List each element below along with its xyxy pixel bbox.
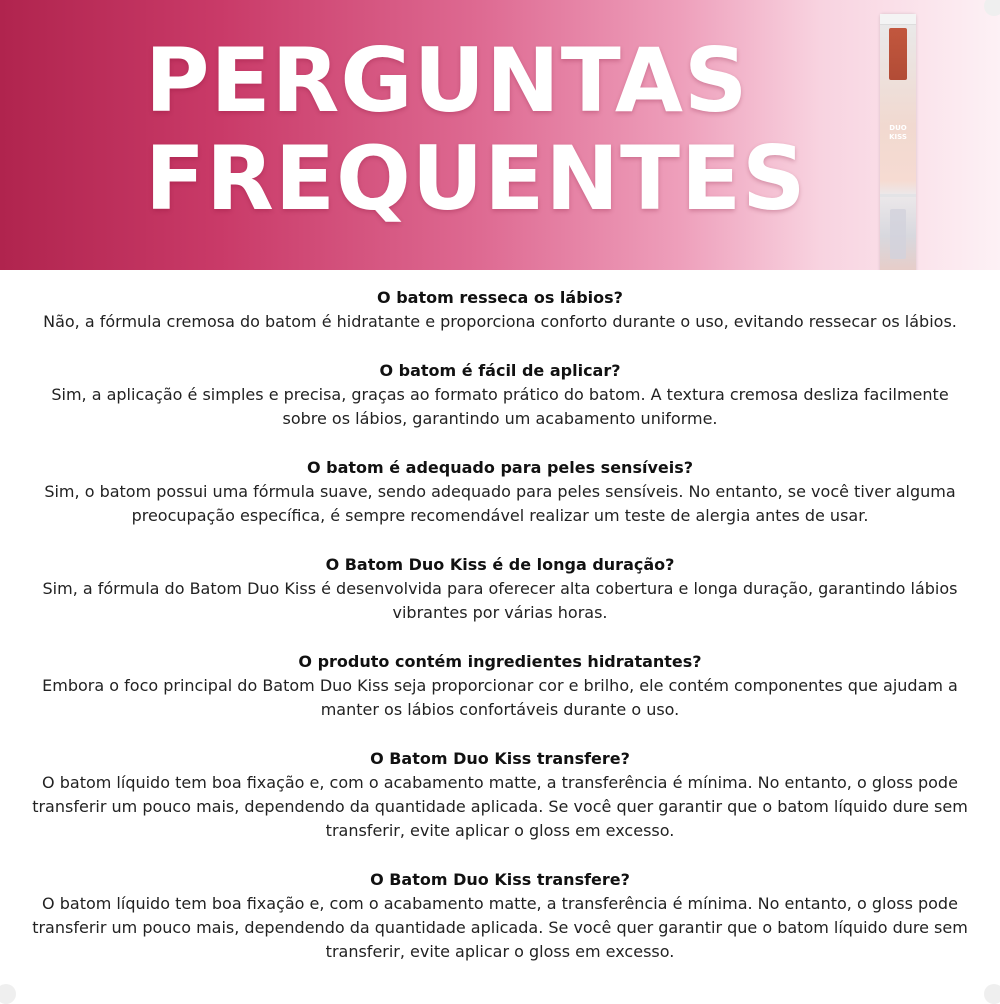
faq-question: O Batom Duo Kiss transfere?	[370, 870, 630, 889]
faq-answer: Sim, o batom possui uma fórmula suave, sendo adequado para peles sensíveis. No entanto, se você tiver alguma preocupação específica, é sempre recomendável realizar um teste de alergia antes de usar.	[44, 482, 956, 525]
faq-question: O produto contém ingredientes hidratantes?	[298, 652, 702, 671]
faq-item	[20, 359, 980, 431]
faq-answer: O batom líquido tem boa fixação e, com o acabamento matte, a transferência é mínima. No entanto, o gloss pode transferir um pouco mais, dependendo da quantidade aplicada. Se você quer garantir que o batom líquido dure sem transferir, evite aplicar o gloss em excesso.	[32, 894, 968, 961]
faq-answer: O batom líquido tem boa fixação e, com o acabamento matte, a transferência é mínima. No entanto, o gloss pode transferir um pouco mais, dependendo da quantidade aplicada. Se você quer garantir que o batom líquido dure sem transferir, evite aplicar o gloss em excesso.	[32, 773, 968, 840]
faq-answer: Sim, a fórmula do Batom Duo Kiss é desenvolvida para oferecer alta cobertura e longa duração, garantindo lábios vibrantes por várias horas.	[42, 579, 958, 622]
lipstick-product-image	[880, 14, 916, 270]
product-cap	[880, 14, 916, 25]
header-banner	[0, 0, 1000, 270]
faq-item	[20, 650, 980, 722]
faq-question: O batom é fácil de aplicar?	[379, 361, 621, 380]
faq-item	[20, 553, 980, 625]
product-brand-label: DUO KISS	[889, 124, 907, 141]
faq-list	[20, 286, 980, 989]
faq-item	[20, 868, 980, 964]
faq-question: O batom é adequado para peles sensíveis?	[306, 458, 694, 477]
faq-question: O batom resseca os lábios?	[377, 288, 623, 307]
product-divider	[880, 194, 916, 197]
faq-answer: Embora o foco principal do Batom Duo Kiss seja proporcionar cor e brilho, ele contém componentes que ajudam a manter os lábios confortáveis durante o uso.	[42, 676, 958, 719]
corner-dot-bottom-right	[984, 984, 1000, 1004]
page-title-line-2: FREQUENTES	[145, 127, 807, 230]
faq-answer: Sim, a aplicação é simples e precisa, graças ao formato prático do batom. A textura cremosa desliza facilmente sobre os lábios, garantindo um acabamento uniforme.	[51, 385, 949, 428]
faq-question: O Batom Duo Kiss é de longa duração?	[325, 555, 675, 574]
faq-answer: Não, a fórmula cremosa do batom é hidratante e proporciona conforto durante o uso, evitando ressecar os lábios.	[43, 312, 957, 331]
page-title	[145, 29, 807, 230]
page-title-line-1: PERGUNTAS	[145, 29, 749, 132]
faq-item	[20, 747, 980, 843]
gloss-applicator	[890, 209, 906, 259]
corner-dot-bottom-left	[0, 984, 16, 1004]
faq-item	[20, 286, 980, 334]
lipstick-color-swatch	[889, 28, 907, 80]
faq-question: O Batom Duo Kiss transfere?	[370, 749, 630, 768]
faq-item	[20, 456, 980, 528]
